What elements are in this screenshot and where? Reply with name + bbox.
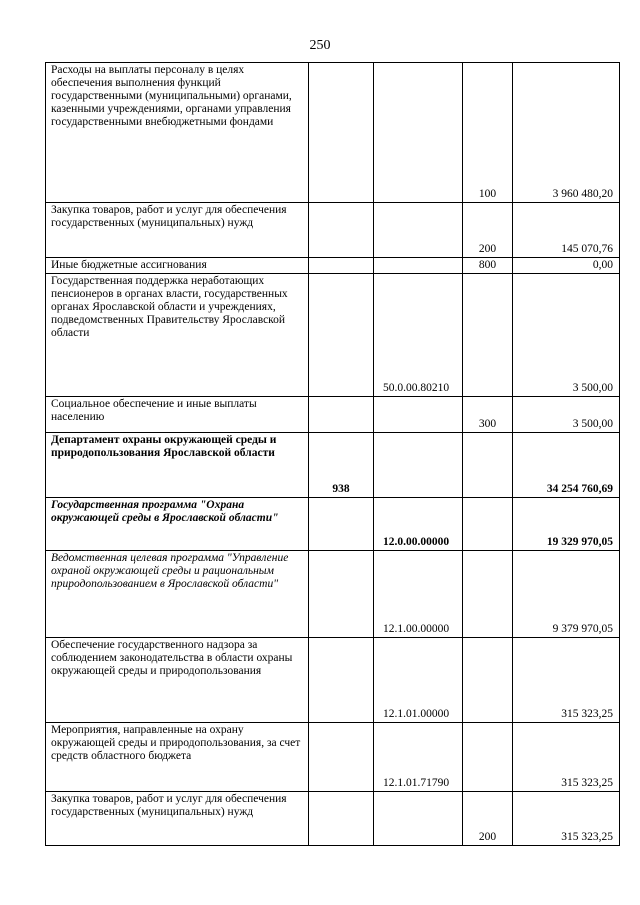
row-vr: 300 <box>463 397 513 433</box>
row-vr <box>463 433 513 498</box>
row-code <box>374 258 463 274</box>
row-amount: 315 323,25 <box>513 792 620 846</box>
row-code: 12.0.00.00000 <box>374 498 463 551</box>
row-vr <box>463 274 513 397</box>
row-code <box>374 63 463 203</box>
table-row <box>46 723 620 792</box>
row-name: Расходы на выплаты персоналу в целях обеспечения выполнения функций государственными (муниципальными) органами, казенными учреждениями, органами управления государственными внебюджетными фондами <box>46 63 309 203</box>
row-name: Департамент охраны окружающей среды и природопользования Ярославской области <box>46 433 309 498</box>
row-code <box>374 433 463 498</box>
row-name: Обеспечение государственного надзора за соблюдением законодательства в области охраны окружающей среды и природопользования <box>46 638 309 723</box>
row-name: Социальное обеспечение и иные выплаты населению <box>46 397 309 433</box>
page-number: 250 <box>309 38 331 53</box>
row-vr: 200 <box>463 792 513 846</box>
row-amount: 145 070,76 <box>513 203 620 258</box>
row-dept: 938 <box>309 433 374 498</box>
table-row <box>46 638 620 723</box>
row-amount: 315 323,25 <box>513 723 620 792</box>
row-name: Мероприятия, направленные на охрану окружающей среды и природопользования, за счет средств областного бюджета <box>46 723 309 792</box>
row-vr <box>463 498 513 551</box>
table-row <box>46 551 620 638</box>
row-amount: 19 329 970,05 <box>513 498 620 551</box>
row-name: Иные бюджетные ассигнования <box>46 258 309 274</box>
row-code <box>374 397 463 433</box>
row-amount: 0,00 <box>513 258 620 274</box>
row-name: Закупка товаров, работ и услуг для обеспечения государственных (муниципальных) нужд <box>46 203 309 258</box>
row-code: 50.0.00.80210 <box>374 274 463 397</box>
row-code: 12.1.01.71790 <box>374 723 463 792</box>
table-row <box>46 274 620 397</box>
row-name: Закупка товаров, работ и услуг для обеспечения государственных (муниципальных) нужд <box>46 792 309 846</box>
row-dept <box>309 397 374 433</box>
row-dept <box>309 638 374 723</box>
table-row <box>46 498 620 551</box>
row-amount: 3 960 480,20 <box>513 63 620 203</box>
row-name: Государственная поддержка неработающих пенсионеров в органах власти, государственных органах Ярославской области и учреждениях, подведомственных Правительству Ярославской области <box>46 274 309 397</box>
row-vr <box>463 551 513 638</box>
row-vr <box>463 723 513 792</box>
row-dept <box>309 274 374 397</box>
row-code <box>374 203 463 258</box>
row-amount: 9 379 970,05 <box>513 551 620 638</box>
row-name: Государственная программа "Охрана окружающей среды в Ярославской области" <box>46 498 309 551</box>
row-code: 12.1.01.00000 <box>374 638 463 723</box>
row-dept <box>309 498 374 551</box>
row-vr: 800 <box>463 258 513 274</box>
table-row <box>46 258 620 274</box>
table-row <box>46 63 620 203</box>
row-dept <box>309 63 374 203</box>
row-dept <box>309 551 374 638</box>
budget-table <box>45 62 620 846</box>
row-code <box>374 792 463 846</box>
row-amount: 315 323,25 <box>513 638 620 723</box>
table-row <box>46 792 620 846</box>
row-dept <box>309 792 374 846</box>
row-dept <box>309 258 374 274</box>
row-vr: 200 <box>463 203 513 258</box>
row-amount: 3 500,00 <box>513 397 620 433</box>
row-dept <box>309 203 374 258</box>
row-dept <box>309 723 374 792</box>
row-amount: 3 500,00 <box>513 274 620 397</box>
table-row <box>46 203 620 258</box>
row-vr <box>463 638 513 723</box>
row-vr: 100 <box>463 63 513 203</box>
row-code: 12.1.00.00000 <box>374 551 463 638</box>
table-row <box>46 433 620 498</box>
row-name: Ведомственная целевая программа "Управление охраной окружающей среды и рациональным природопользованием в Ярославской области" <box>46 551 309 638</box>
table-row <box>46 397 620 433</box>
row-amount: 34 254 760,69 <box>513 433 620 498</box>
